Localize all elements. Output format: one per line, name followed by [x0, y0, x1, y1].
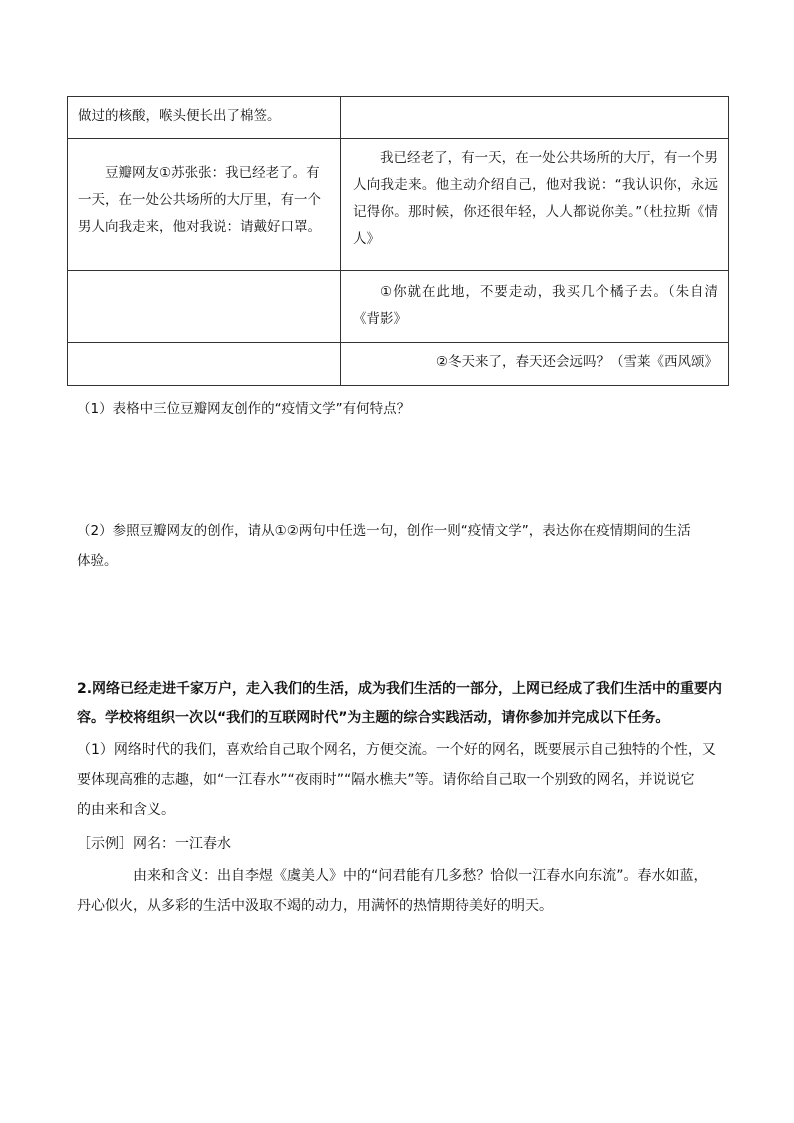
comparison-table — [67, 96, 729, 386]
table-row — [68, 343, 729, 386]
question-2-line-1: （2）参照豆瓣网友的创作，请从①②两句中任选一句，创作一则“疫情文学”，表达你在疫情期间的生活 — [77, 523, 691, 539]
table-cell-left — [68, 271, 341, 343]
task-1-line-2: 要体现高雅的志趣，如“一江春水”“夜雨时”“隔水樵夫”等。请你给自己取一个别致的网名，并说说它 — [77, 772, 695, 788]
cell-text — [341, 97, 728, 111]
table-cell-right — [341, 343, 729, 386]
section-2-heading-line-2: 容。学校将组织一次以“我们的互联网时代”为主题的综合实践活动，请你参加并完成以下任务。 — [77, 710, 670, 726]
task-1-line-3: 的由来和含义。 — [77, 802, 175, 818]
table-cell-right — [341, 271, 729, 343]
table-row — [68, 97, 729, 139]
example-meaning-line-1: 由来和含义：出自李煜《虞美人》中的“问君能有几多愁？恰似一江春水向东流”。春水如蓝， — [133, 868, 708, 884]
cell-text: 豆瓣网友①苏张张：我已经老了。有一天，在一处公共场所的大厅里，有一个男人向我走来，他对我说：请戴好口罩。 — [78, 165, 321, 235]
cell-text: 我已经老了，有一天，在一处公共场所的大厅，有一个男人向我走来。他主动介绍自己，他对我说：“我认识你，永远记得你。那时候，你还很年轻，人人都说你美。”（杜拉斯《情人》 — [353, 150, 718, 247]
table-cell-right — [341, 97, 729, 139]
table-cell-right — [341, 139, 729, 271]
question-2-line-2: 体验。 — [77, 553, 118, 569]
question-1: （1）表格中三位豆瓣网友创作的“疫情文学”有何特点？ — [77, 401, 411, 417]
example-meaning-line-2: 丹心似火，从多彩的生活中汲取不竭的动力，用满怀的热情期待美好的明天。 — [77, 898, 553, 914]
example-label: ［示例］网名：一江春水 — [77, 836, 231, 852]
cell-text — [68, 271, 340, 285]
table-row — [68, 271, 729, 343]
cell-text — [68, 343, 340, 357]
cell-text: 做过的核酸，喉头便长出了棉签。 — [78, 108, 281, 124]
table-row — [68, 139, 729, 271]
table-cell-left — [68, 139, 341, 271]
cell-text: ①你就在此地，不要走动，我买几个橘子去。（朱自清《背影》 — [353, 284, 718, 327]
table-cell-left — [68, 97, 341, 139]
section-2-heading-line-1: 2.网络已经走进千家万户，走入我们的生活，成为我们生活的一部分，上网已经成了我们生活中的重要内 — [77, 681, 723, 697]
table-cell-left — [68, 343, 341, 386]
task-1-line-1: （1）网络时代的我们，喜欢给自己取个网名，方便交流。一个好的网名，既要展示自己独特的个性，又 — [77, 742, 716, 758]
cell-text: ②冬天来了，春天还会远吗？（雪莱《西风颂》 — [435, 354, 718, 370]
